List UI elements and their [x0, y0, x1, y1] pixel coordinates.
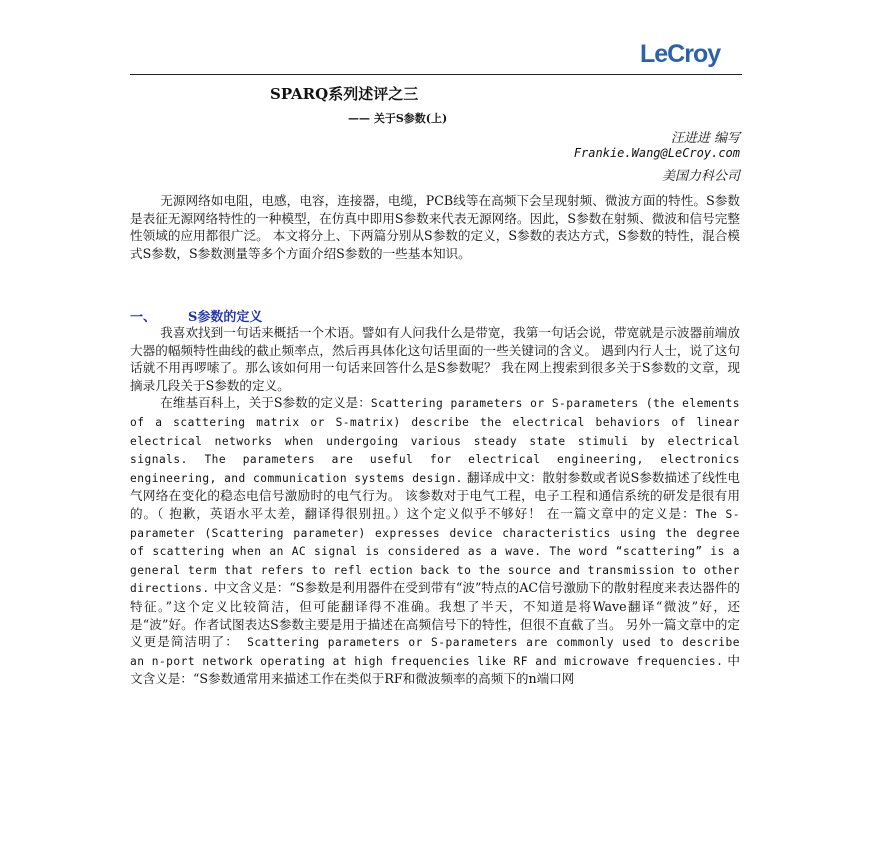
intro-paragraph	[130, 192, 740, 262]
section-para-2	[130, 394, 740, 688]
author-email: Frankie.Wang@LeCroy.com	[573, 146, 740, 160]
wiki-definition-cn: 翻译成中文：散射参数或者说S参数描述了线性电气网络在变化的稳态电信号激励时的电气行为。 该参数对于电气工程，电子工程和通信系统的研发是很有用的。（ 抱歉，英语水平太差，翻译得很别扭。）这个定义似乎不够好！ 在一篇文章中的定义是：	[130, 469, 740, 521]
second-definition-cn: 中文含义是：“S参数通常用来描述工作在类似于RF和微波频率的高频下的n端口网	[130, 652, 740, 687]
wiki-definition-en: Scattering parameters or S-parameters (the elements of a scattering matrix or S-matrix) describe the electrical behaviors of linear electrical networks when undergoing various steady state stimuli by electrical signals. The parameters are useful for electrical engineering, electronics engineering, and communication systems design.	[130, 397, 740, 485]
document-subtitle: —— 关于S参数(上)	[348, 112, 448, 125]
section-heading	[130, 306, 262, 325]
wiki-intro: 在维基百科上，关于S参数的定义是：	[160, 395, 371, 411]
author-name: 汪进进 编写	[670, 131, 740, 146]
header-rule	[130, 74, 742, 75]
section-body	[130, 324, 740, 688]
intro-text: 无源网络如电阻，电感，电容，连接器，电缆，PCB线等在高频下会呈现射频、微波方面的特性。S参数是表征无源网络特性的一种模型，在仿真中即用S参数来代表无源网络。因此，S参数在射频、微波和信号完整性领域的应用都很广泛。 本文将分上、下两篇分别从S参数的定义，S参数的表达方式，S参数的特性，混合模式S参数，S参数测量等多个方面介绍S参数的一些基本知识。	[130, 193, 740, 261]
author-company: 美国力科公司	[661, 169, 740, 184]
article-definition-cn: 中文含义是：“S参数是利用器件在受到带有“波”特点的AC信号激励下的散射程度来表达器件的特征。”这个定义比较简洁，但可能翻译得不准确。我想了半天，不知道是将Wave翻译“微波”好，还是“波”好。作者试图表达S参数主要是用于描述在高频信号下的特性，但很不直截了当。 另外一篇文章中的定义更是简洁明了：	[130, 580, 740, 650]
section-number: 一、	[130, 310, 157, 325]
lecroy-logo: LeCroy	[640, 40, 721, 68]
section-title: S参数的定义	[188, 310, 263, 325]
document-title: SPARQ系列述评之三	[270, 85, 419, 103]
section-para-1: 我喜欢找到一句话来概括一个术语。譬如有人问我什么是带宽，我第一句话会说，带宽就是示波器前端放大器的幅频特性曲线的截止频率点，然后再具体化这句话里面的一些关键词的含义。 遇到内行人士，说了这句话就不用再啰嗦了。那么该如何用一句话来回答什么是S参数呢？ 我在网上搜索到很多关于S参数的文章，现摘录几段关于S参数的定义。	[130, 325, 740, 393]
second-definition-en: Scattering parameters or S-parameters are commonly used to describe an n-port network operating at high frequencies like RF and microwave frequencies.	[130, 636, 741, 668]
article-definition-en: The S-parameter (Scattering parameter) expresses device characteristics using the degree of scattering when an AC signal is considered as a wave. The word “scattering” is a general term that refers to refl ection back to the source and transmission to other directions.	[130, 507, 740, 596]
